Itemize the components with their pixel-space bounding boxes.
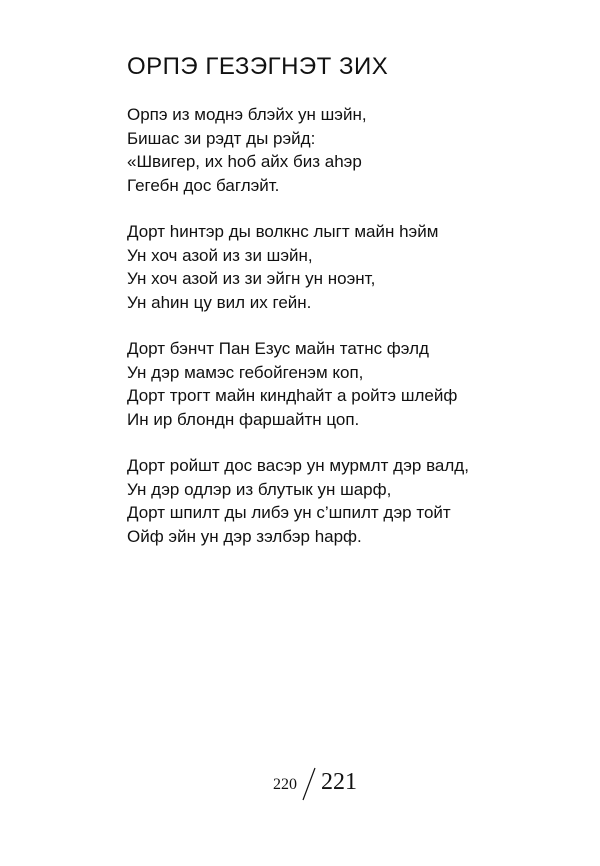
poem-line: Дорт бэнчт Пан Езус майн татнс фэлд [127, 339, 429, 358]
page-number-slash [301, 767, 317, 801]
poem-title: ОРПЭ ГЕЗЭГНЭТ ЗИХ [127, 53, 389, 80]
poem-line: Дорт ройшт дос васэр ун мурмлт дэр валд, [127, 456, 469, 475]
poem-line: Орпэ из моднэ блэйх ун шэйн, [127, 105, 367, 124]
stanza-2 [127, 220, 547, 314]
poem-line: Дорт трогт майн киндhайт а ройтэ шлейф [127, 386, 458, 405]
poem-line: Ойф эйн ун дэр зэлбэр hарф. [127, 526, 362, 546]
poem-line: Ун дэр мамэс гебойгенэм коп, [127, 362, 364, 382]
stanza-3 [127, 337, 547, 431]
page-number [273, 767, 357, 807]
page-number-left: 220 [273, 776, 297, 793]
stanza-1 [127, 103, 547, 197]
poem-line: Ун дэр одлэр из блутык ун шарф, [127, 479, 392, 499]
poem-line: «Швигер, их hоб айх биз аhэр [127, 152, 362, 171]
poem-line: Ун хоч азой из зи эйгн ун ноэнт, [127, 269, 376, 288]
poem-line: Ин ир блондн фаршайтн цоп. [127, 409, 360, 429]
poem-line: Ун аhин цу вил их гейн. [127, 292, 312, 312]
poem-body [127, 103, 547, 571]
poem-line: Дорт шпилт ды либэ ун с’шпилт дэр тойт [127, 503, 451, 522]
poem-line: Дорт hинтэр ды волкнс лыгт майн hэйм [127, 222, 439, 241]
page-number-right: 221 [321, 769, 357, 795]
poem-line: Ун хоч азой из зи шэйн, [127, 245, 313, 265]
poem-line: Бишас зи рэдт ды рэйд: [127, 128, 316, 148]
stanza-4 [127, 454, 547, 548]
poem-line: Гегебн дос баглэйт. [127, 175, 280, 195]
